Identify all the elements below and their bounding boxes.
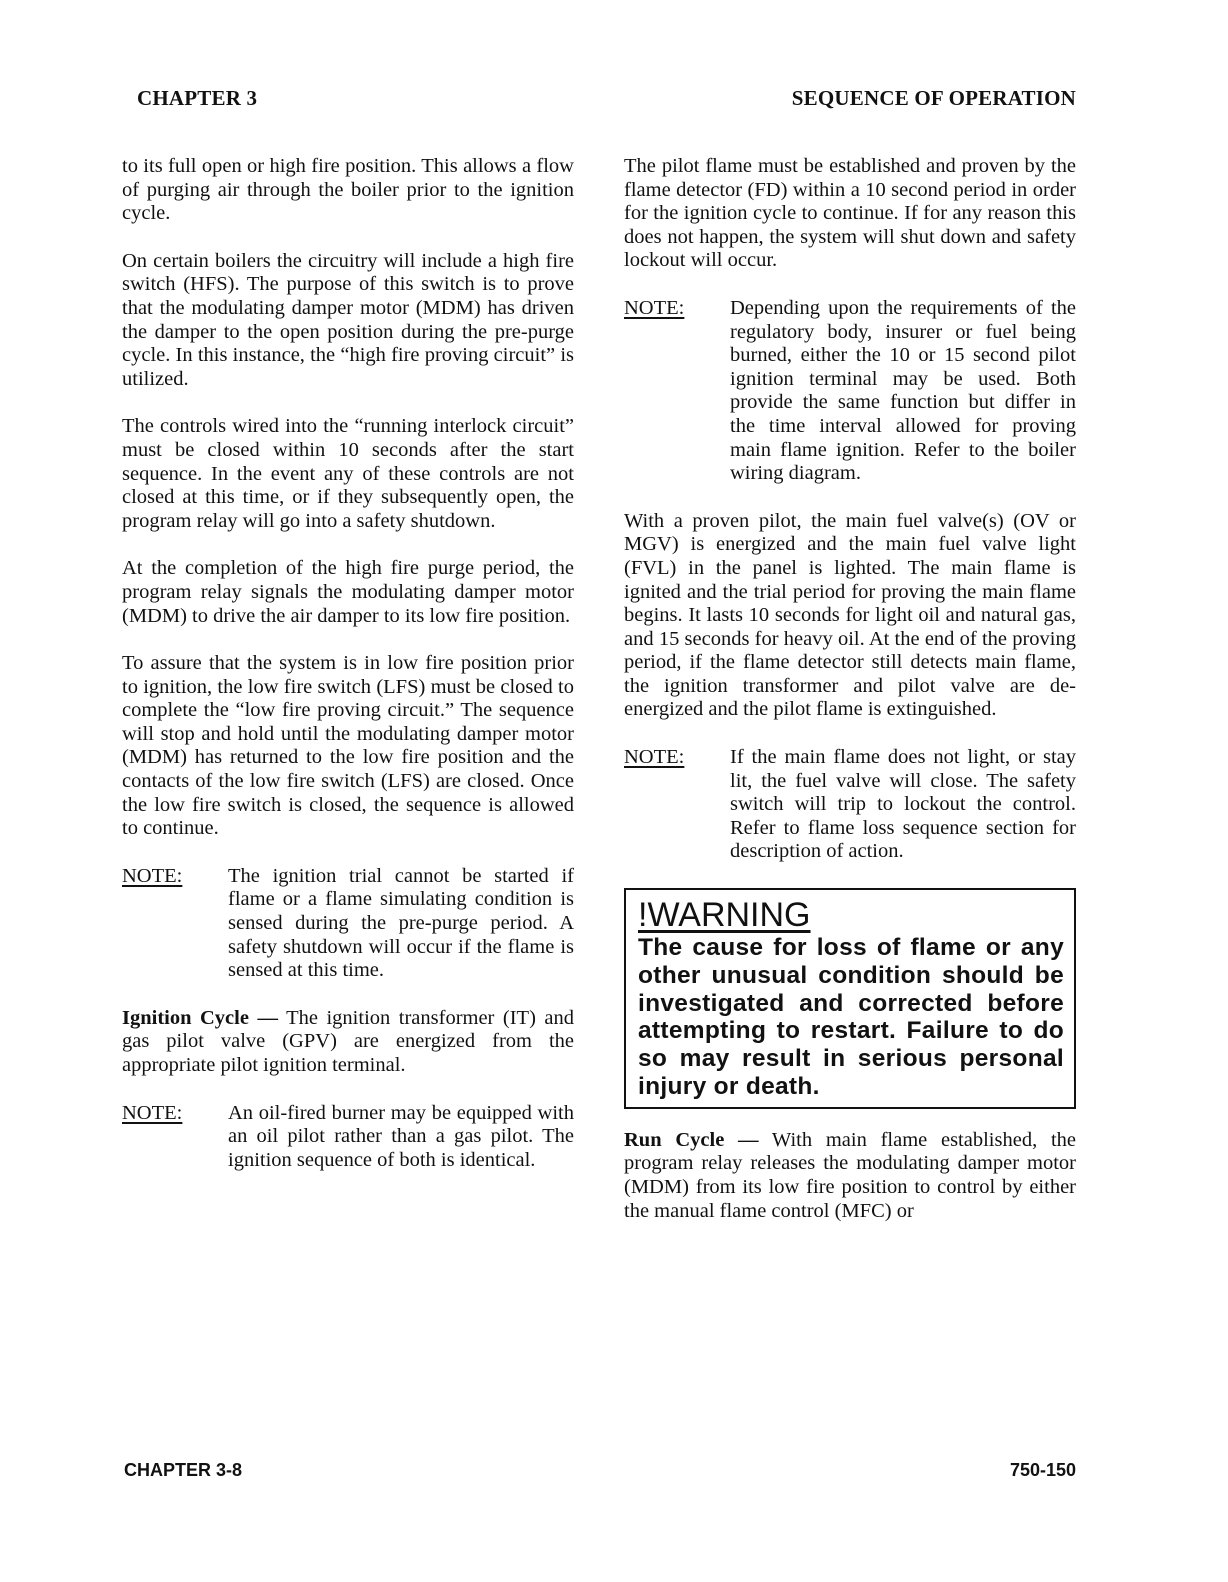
ignition-cycle-text: The ignition transformer (IT) and gas pilot valve (GPV) are energized from the appropriate pilot ignition terminal.: [122, 1006, 574, 1076]
note-label: NOTE:: [624, 746, 685, 769]
note-text: If the main flame does not light, or stay lit, the fuel valve will close. The safety switch will trip to lockout the control. Refer to flame loss sequence section for description of action.: [730, 746, 1076, 863]
paragraph-low-fire-switch: To assure that the system is in low fire position prior to ignition, the low fire switch (LFS) must be closed to complete the “low fire proving circuit.” The sequence will stop and hold until the modulating damper motor (MDM) has returned to the low fire position and the contacts of the low fire switch (LFS) are closed. Once the low fire switch is closed, the sequence is allowed to continue.: [122, 652, 574, 840]
paragraph-run-cycle: [624, 1129, 1076, 1223]
note-pilot-terminal: [624, 297, 1076, 486]
paragraph-purge: to its full open or high fire position. This allows a flow of purging air through the boiler prior to the ignition cycle.: [122, 155, 574, 225]
warning-title: !WARNING: [638, 896, 811, 935]
run-cycle-text: With main flame established, the program relay releases the modulating damper motor (MDM) from its low fire position to control by either the manual flame control (MFC) or: [624, 1128, 1076, 1222]
paragraph-running-interlock: The controls wired into the “running interlock circuit” must be closed within 10 seconds after the start sequence. In the event any of these controls are not closed at this time, or if they subsequently open, the program relay will go into a safety shutdown.: [122, 415, 574, 532]
section-header: SEQUENCE OF OPERATION: [791, 86, 1076, 110]
warning-text: The cause for loss of flame or any other unusual condition should be investigated and corrected before attempting to restart. Failure to do so may result in serious personal injury or death.: [638, 934, 1064, 1101]
note-label: NOTE:: [122, 1101, 183, 1124]
run-cycle-heading: Run Cycle —: [624, 1128, 759, 1151]
right-column: [624, 155, 1076, 1247]
note-main-flame-failure: [624, 746, 1076, 864]
note-label: NOTE:: [624, 296, 685, 319]
note-text: An oil-fired burner may be equipped with an oil pilot rather than a gas pilot. The ignition sequence of both is identical.: [228, 1101, 574, 1171]
note-text: Depending upon the requirements of the regulatory body, insurer or fuel being burned, either the 10 or 15 second pilot ignition terminal may be used. Both provide the same function but differ in the time interval allowed for proving main flame ignition. Refer to the boiler wiring diagram.: [730, 296, 1076, 485]
paragraph-high-fire-switch: On certain boilers the circuitry will include a high fire switch (HFS). The purpose of this switch is to prove that the modulating damper motor (MDM) has driven the damper to the open position during the pre-purge cycle. In this instance, the “high fire proving circuit” is utilized.: [122, 249, 574, 390]
left-column: [122, 155, 574, 1196]
ignition-cycle-heading: Ignition Cycle —: [122, 1006, 278, 1029]
document-number: 750-150: [1009, 1460, 1076, 1480]
note-ignition-trial: [122, 865, 574, 983]
note-text: The ignition trial cannot be started if flame or a flame simulating condition is sensed during the pre-purge period. A safety shutdown will occur if the flame is sensed at this time.: [228, 864, 574, 982]
paragraph-main-flame: With a proven pilot, the main fuel valve(s) (OV or MGV) is energized and the main fuel valve light (FVL) in the panel is lighted. The main flame is ignited and the trial period for proving the main flame begins. It lasts 10 seconds for light oil and natural gas, and 15 seconds for heavy oil. At the end of the proving period, if the flame detector still detects main flame, the ignition transformer and pilot valve are de-energized and the pilot flame is extinguished.: [624, 509, 1076, 721]
note-label: NOTE:: [122, 864, 183, 887]
note-oil-pilot: [122, 1102, 574, 1173]
warning-box: [624, 888, 1076, 1109]
page-number: CHAPTER 3-8: [124, 1460, 243, 1480]
paragraph-ignition-cycle: [122, 1007, 574, 1078]
paragraph-pilot-proving: The pilot flame must be established and proven by the flame detector (FD) within a 10 second period in order for the ignition cycle to continue. If for any reason this does not happen, the system will shut down and safety lockout will occur.: [624, 155, 1076, 272]
paragraph-high-fire-purge: At the completion of the high fire purge period, the program relay signals the modulating damper motor (MDM) to drive the air damper to its low fire position.: [122, 557, 574, 627]
chapter-header: CHAPTER 3: [137, 86, 258, 110]
